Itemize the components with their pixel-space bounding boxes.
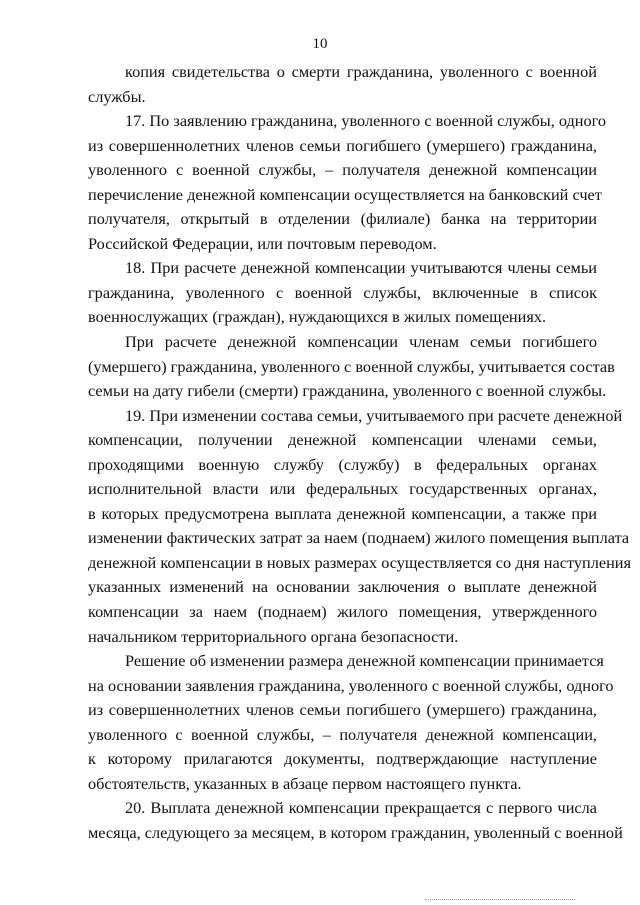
text-line: гражданина, уволенного с военной службы, включенные в список bbox=[88, 282, 597, 302]
text-line: семьи на дату гибели (смерти) гражданина, уволенного с военной службы. bbox=[88, 381, 607, 401]
text-line: обстоятельств, указанных в абзаце первом настоящего пункта. bbox=[88, 773, 522, 793]
text-line: военнослужащих (граждан), нуждающихся в жилых помещениях. bbox=[88, 307, 547, 327]
paragraph bbox=[88, 796, 623, 845]
text-line: Решение об изменении размера денежной компенсации принимается bbox=[125, 651, 604, 671]
text-line: службы. bbox=[88, 86, 146, 106]
text-line: к которому прилагаются документы, подтверждающие наступление bbox=[88, 749, 597, 769]
paragraph bbox=[88, 60, 597, 109]
text-line: копия свидетельства о смерти гражданина, уволенного с военной bbox=[125, 62, 597, 81]
text-line: денежной компенсации в новых размерах осуществляется со дня наступления bbox=[88, 552, 631, 572]
text-line: 19. При изменении состава семьи, учитываемого при расчете денежной bbox=[125, 405, 623, 425]
text-line: начальником территориального органа безопасности. bbox=[88, 626, 459, 646]
paragraph bbox=[88, 109, 607, 256]
text-line: уволенного с военной службы, – получателя денежной компенсации, bbox=[88, 724, 597, 744]
text-line: Российской Федерации, или почтовым переводом. bbox=[88, 233, 437, 253]
text-line: перечисление денежной компенсации осуществляется на банковский счет bbox=[88, 184, 602, 204]
scan-artifact-line bbox=[425, 899, 575, 901]
text-line: (умершего) гражданина, уволенного с военной службы, учитывается состав bbox=[88, 356, 615, 376]
text-line: проходящими военную службу (службу) в федеральных органах bbox=[88, 454, 597, 474]
document-body bbox=[88, 60, 631, 846]
paragraph bbox=[88, 256, 597, 330]
text-line: изменении фактических затрат за наем (поднаем) жилого помещения выплата bbox=[88, 528, 630, 548]
text-line: исполнительной власти или федеральных государственных органах, bbox=[88, 479, 597, 499]
text-line: получателя, открытый в отделении (филиале) банка на территории bbox=[88, 209, 597, 229]
paragraph bbox=[88, 404, 631, 649]
text-line: компенсации, получении денежной компенсации членами семьи, bbox=[88, 430, 597, 450]
text-line: 20. Выплата денежной компенсации прекращается с первого числа bbox=[125, 798, 597, 818]
text-line: уволенного с военной службы, – получателя денежной компенсации bbox=[88, 160, 597, 180]
text-line: 17. По заявлению гражданина, уволенного с военной службы, одного bbox=[125, 111, 607, 131]
paragraph bbox=[88, 649, 614, 796]
text-line: в которых предусмотрена выплата денежной компенсации, а также при bbox=[88, 503, 597, 523]
text-line: из совершеннолетних членов семьи погибшего (умершего) гражданина, bbox=[88, 700, 597, 720]
text-line: на основании заявления гражданина, уволенного с военной службы, одного bbox=[88, 675, 614, 695]
text-line: указанных изменений на основании заключения о выплате денежной bbox=[88, 577, 597, 597]
text-line: При расчете денежной компенсации членам семьи погибшего bbox=[125, 332, 597, 352]
text-line: компенсации за наем (поднаем) жилого помещения, утвержденного bbox=[88, 602, 597, 622]
text-line: 18. При расчете денежной компенсации учитываются члены семьи bbox=[125, 258, 597, 278]
text-line: из совершеннолетних членов семьи погибшего (умершего) гражданина, bbox=[88, 135, 597, 155]
page-number: 10 bbox=[312, 36, 328, 52]
paragraph bbox=[88, 330, 615, 404]
text-line: месяца, следующего за месяцем, в котором гражданин, уволенный с военной bbox=[88, 822, 623, 842]
